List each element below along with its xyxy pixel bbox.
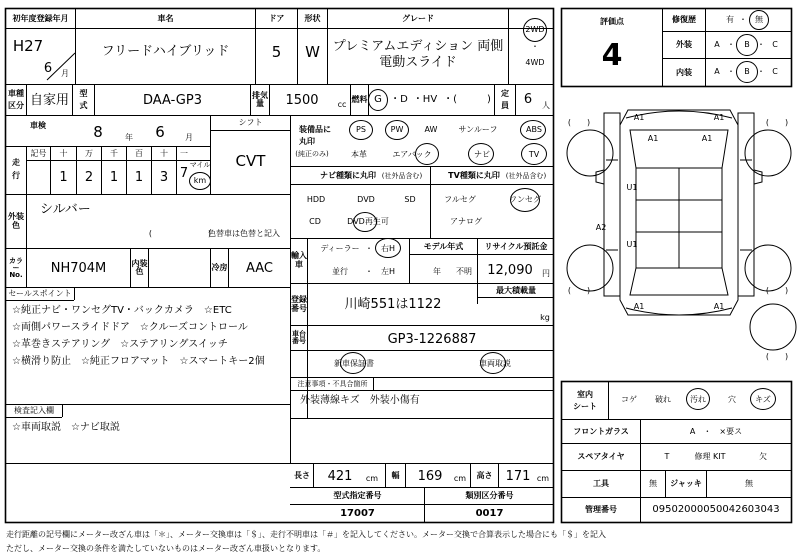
damage-mark: U1	[626, 183, 638, 192]
selling-point-line: ☆純正ナビ・ワンセグTV・バックカメラ ☆ETC	[12, 305, 232, 316]
exterior-color-label: 外装色	[8, 212, 24, 230]
length-label: 長さ	[294, 470, 310, 480]
tv-item: ワンセグ	[509, 195, 541, 204]
circle-mark-icon	[749, 10, 769, 30]
circle-mark-icon	[349, 120, 373, 140]
fuel-label: 燃料	[351, 95, 368, 104]
interior-sheet-label-1: 室内	[577, 389, 593, 399]
navi-item: SD	[404, 195, 416, 204]
use-value: 自家用	[29, 92, 69, 108]
registration-value: 川崎551は1122	[344, 296, 442, 312]
shape-label: 形状	[304, 13, 321, 23]
navi-item: DVD	[357, 195, 375, 204]
dim-unit: cm	[453, 474, 467, 483]
grade-option: B	[744, 67, 750, 76]
circle-mark-icon	[385, 120, 409, 140]
grade-dot: ・	[727, 67, 735, 76]
doors-value: 5	[271, 42, 282, 61]
inspection-month: 6	[155, 122, 165, 141]
recycle-label: リサイクル預託金	[484, 242, 548, 251]
circle-mark-icon	[375, 238, 401, 258]
import-sep: ・	[365, 267, 373, 276]
height-value: 171	[505, 468, 531, 484]
type-label-2: 式	[79, 101, 88, 110]
dim-unit: cm	[536, 474, 550, 483]
displacement-value: 1500	[285, 92, 319, 108]
navi-item: DVD再生可	[347, 217, 389, 226]
equipment-item: サンルーフ	[458, 125, 498, 134]
notes-value: 外装薄線キズ 外装小傷有	[300, 395, 420, 406]
mileage-place: 百	[135, 149, 143, 158]
grade-label: グレード	[402, 13, 434, 23]
grade-dot: ・	[757, 40, 765, 49]
tv-title: TV種類に丸印	[448, 170, 500, 180]
spare-tire-none: 欠	[759, 452, 767, 461]
inspector-value: ☆車両取説 ☆ナビ取説	[12, 422, 120, 433]
shift-label: シフト	[238, 118, 263, 127]
capacity-value: 6	[523, 91, 533, 107]
equipment-label-3: (純正のみ)	[295, 149, 329, 158]
grade-dot: ・	[757, 67, 765, 76]
mileage-place: 十	[160, 149, 168, 158]
new-car-warranty: 新車保証書	[334, 359, 374, 368]
model-name-label: 車名	[157, 13, 174, 23]
navi-title: ナビ種類に丸印	[320, 170, 376, 180]
width-label: 幅	[391, 470, 400, 480]
spare-tire-t: T	[664, 452, 670, 461]
management-label: 管理番号	[585, 505, 617, 514]
damage-mark: A1	[633, 302, 645, 311]
equipment-label-2: 丸印	[299, 137, 315, 146]
mileage-digit: 1	[59, 169, 68, 185]
repair-yes: 有	[726, 15, 734, 24]
circle-mark-icon	[686, 388, 710, 410]
sheet-item: 穴	[728, 395, 736, 404]
type-value: DAA-GP3	[143, 92, 202, 108]
mileage-digit: 7	[179, 165, 189, 181]
fuel-g: G	[374, 94, 382, 105]
repair-label: 修復歴	[672, 15, 696, 24]
inspector-label: 検査記入欄	[14, 406, 54, 415]
mileage-place: 千	[110, 149, 118, 158]
designation-value: 17007	[340, 507, 375, 519]
mileage-digit: 1	[134, 169, 144, 185]
recycle-value: 12,090	[487, 262, 533, 278]
spare-tire-kit: 修理 KIT	[694, 452, 726, 461]
drive-2wd: 2WD	[525, 25, 545, 34]
interior-grade-label: 内装	[676, 67, 692, 77]
tire-paren: ( )	[765, 352, 789, 361]
fuel-d: ・D	[390, 94, 408, 105]
shift-value: CVT	[235, 151, 266, 170]
tv-item: フルセグ	[444, 195, 476, 204]
equipment-item: 本革	[351, 150, 367, 159]
fuel-hv: ・HV	[412, 94, 438, 105]
circle-mark-icon	[468, 143, 494, 165]
circle-mark-icon	[368, 89, 388, 111]
equipment-label-1: 装備品に	[299, 125, 331, 134]
max-load-unit: kg	[540, 313, 550, 322]
chassis-label: 車台番号	[292, 329, 306, 345]
drive-4wd: 4WD	[525, 58, 545, 67]
mileage-digit: 2	[84, 169, 94, 185]
damage-mark: A1	[633, 113, 645, 122]
model-name: フリードハイブリッド	[101, 43, 230, 59]
exterior-color-paren: ( )	[148, 229, 212, 238]
model-year-unit: 年	[433, 267, 441, 276]
use-label-2: 区分	[8, 101, 24, 110]
ac-label: 冷房	[211, 263, 228, 272]
category-value: 0017	[475, 507, 504, 519]
equipment-item: エアバック	[392, 150, 432, 159]
mileage-place: 万	[85, 149, 93, 158]
damage-mark: A1	[647, 134, 659, 143]
spare-tire-label: スペアタイヤ	[577, 452, 625, 461]
import-sep: ・	[365, 244, 373, 253]
use-label-1: 車種	[8, 89, 24, 98]
model-year-value: 不明	[456, 267, 472, 276]
import-parallel: 並行	[332, 267, 348, 276]
sheet-item: キズ	[755, 395, 771, 404]
repair-dot: ・	[739, 15, 747, 24]
inspection-year: 8	[93, 122, 103, 141]
tire-paren: ( )	[765, 286, 789, 295]
grade-line-1: プレミアムエディション 両側	[332, 38, 504, 54]
grade-option: C	[772, 67, 778, 76]
circle-mark-icon	[510, 188, 540, 212]
sheet-item: 破れ	[655, 395, 671, 404]
jack-label: ジャッキ	[670, 479, 702, 488]
front-glass-value: A ・ ×要ス	[689, 426, 743, 436]
circle-mark-icon	[750, 388, 776, 410]
circle-mark-icon	[189, 172, 211, 190]
mile-label: マイル	[189, 160, 211, 169]
grade-option: A	[714, 67, 720, 76]
mileage-mark-label: 記号	[30, 149, 47, 158]
import-right-hand: 右H	[380, 244, 395, 253]
first-reg-era-year: H27	[12, 36, 44, 55]
circle-mark-icon	[736, 61, 758, 83]
import-label: 輸入車	[291, 251, 307, 269]
equipment-item: TV	[528, 150, 540, 159]
equipment-item: PW	[390, 125, 404, 134]
shape-value: W	[305, 42, 320, 61]
navi-sub: (社外品含む)	[381, 171, 423, 180]
tire-paren: ( )	[765, 118, 789, 127]
designation-label: 型式指定番号	[333, 491, 382, 500]
displacement-label: 排気量	[252, 91, 268, 108]
mileage-place: 一	[180, 149, 188, 158]
selling-point-line: ☆革巻きステアリング ☆ステアリングスイッチ	[12, 339, 228, 350]
circle-mark-icon	[480, 352, 506, 374]
category-label: 類別区分番号	[465, 491, 514, 500]
selling-point-line: ☆両側パワースライドドア ☆クルーズコントロール	[12, 322, 248, 333]
circle-mark-icon	[523, 18, 547, 42]
equipment-item: ABS	[526, 125, 542, 134]
chassis-value: GP3-1226887	[387, 331, 477, 347]
circle-mark-icon	[520, 120, 546, 140]
import-left-hand: 左H	[380, 267, 395, 276]
capacity-label-2: 員	[501, 101, 509, 110]
selling-points-label: セールスポイント	[8, 289, 72, 298]
import-dealer: ディーラー	[320, 244, 360, 253]
interior-color-label: 内装色	[131, 259, 148, 276]
notes-label: 注意事項・不具合箇所	[297, 379, 368, 388]
width-value: 169	[417, 468, 443, 484]
exterior-color-note: 色替車は色替と記入	[208, 229, 280, 238]
dim-unit: cm	[365, 474, 379, 483]
circle-mark-icon	[340, 352, 366, 374]
damage-mark: U1	[626, 240, 638, 249]
inspection-year-unit: 年	[125, 133, 133, 142]
footer-note-2: ただし、メーター交換の条件を満たしていないものはメーター改ざん車扱いとなります。	[6, 543, 326, 553]
inspection-label: 車検	[30, 121, 46, 130]
equipment-item: PS	[356, 125, 366, 134]
recycle-unit: 円	[542, 269, 550, 278]
first-reg-label: 初年度登録年月	[12, 13, 69, 23]
circle-mark-icon	[415, 143, 439, 165]
type-label-1: 型	[79, 89, 88, 98]
doors-label: ドア	[268, 13, 285, 23]
damage-mark: A2	[595, 223, 607, 232]
registration-label: 登録番号	[291, 295, 307, 313]
ac-value: AAC	[246, 260, 273, 276]
equipment-item: AW	[424, 125, 438, 134]
damage-mark: A1	[701, 134, 713, 143]
repair-no: 無	[755, 15, 763, 24]
displacement-unit: cc	[337, 100, 347, 109]
grade-option: B	[744, 40, 750, 49]
interior-sheet-label-2: シート	[573, 401, 597, 411]
circle-mark-icon	[353, 212, 377, 232]
km-label: km	[193, 176, 207, 185]
model-year-label: モデル年式	[423, 242, 464, 251]
damage-mark: A1	[713, 302, 725, 311]
score-value: 4	[601, 38, 623, 73]
grade-option: A	[714, 40, 720, 49]
navi-item: HDD	[306, 195, 326, 204]
capacity-label-1: 定	[501, 89, 509, 98]
mileage-label-1: 走	[12, 158, 20, 167]
sheet-item: コゲ	[621, 395, 637, 404]
grade-dot: ・	[727, 40, 735, 49]
capacity-unit: 人	[542, 101, 550, 110]
tools-value: 無	[649, 479, 657, 488]
navi-item: CD	[309, 217, 321, 226]
height-label: 高さ	[476, 470, 493, 480]
drive-sep: ・	[531, 42, 539, 51]
month-unit: 月	[61, 69, 69, 78]
fuel-other: ・( )	[443, 94, 491, 105]
jack-value: 無	[745, 479, 753, 488]
max-load-label: 最大積載量	[496, 286, 536, 295]
inspection-month-unit: 月	[185, 133, 193, 142]
mileage-digit: 1	[109, 169, 119, 185]
manual-label: 車両取説	[479, 359, 511, 368]
footer-note-1: 走行距離の記号欄にメーター改ざん車は「＊」、メーター交換車は「＄」、走行不明車は「＃」を記入してください。メーター交換で合算表示した場合にも「＄」を記入	[6, 529, 606, 539]
damage-mark: A1	[713, 113, 725, 122]
tv-sub: (社外品含む)	[505, 171, 547, 180]
management-value: 09502000050042603043	[652, 504, 780, 515]
front-glass-label: フロントガラス	[573, 426, 629, 436]
circle-mark-icon	[736, 34, 758, 56]
color-no-value: NH704M	[50, 260, 107, 276]
first-reg-month: 6	[43, 60, 53, 76]
selling-point-line: ☆横滑り防止 ☆純正フロアマット ☆スマートキー2個	[12, 356, 265, 367]
tools-label: 工具	[593, 479, 609, 488]
mileage-digit: 3	[159, 169, 169, 185]
length-value: 421	[327, 468, 353, 484]
circle-mark-icon	[521, 143, 547, 165]
equipment-item: ナビ	[474, 150, 490, 159]
exterior-color-value: シルバー	[40, 201, 91, 217]
mileage-place: 十	[59, 149, 68, 158]
grade-option: C	[772, 40, 778, 49]
grade-line-2: 電動スライド	[379, 54, 457, 70]
color-no-label: カラーNo.	[9, 256, 23, 279]
tire-paren: ( )	[567, 286, 591, 295]
score-label: 評価点	[600, 17, 624, 26]
exterior-grade-label: 外装	[676, 40, 692, 49]
mileage-label-2: 行	[12, 171, 20, 180]
sheet-item: 汚れ	[690, 395, 706, 404]
tv-item: アナログ	[450, 217, 482, 226]
tire-paren: ( )	[567, 118, 591, 127]
